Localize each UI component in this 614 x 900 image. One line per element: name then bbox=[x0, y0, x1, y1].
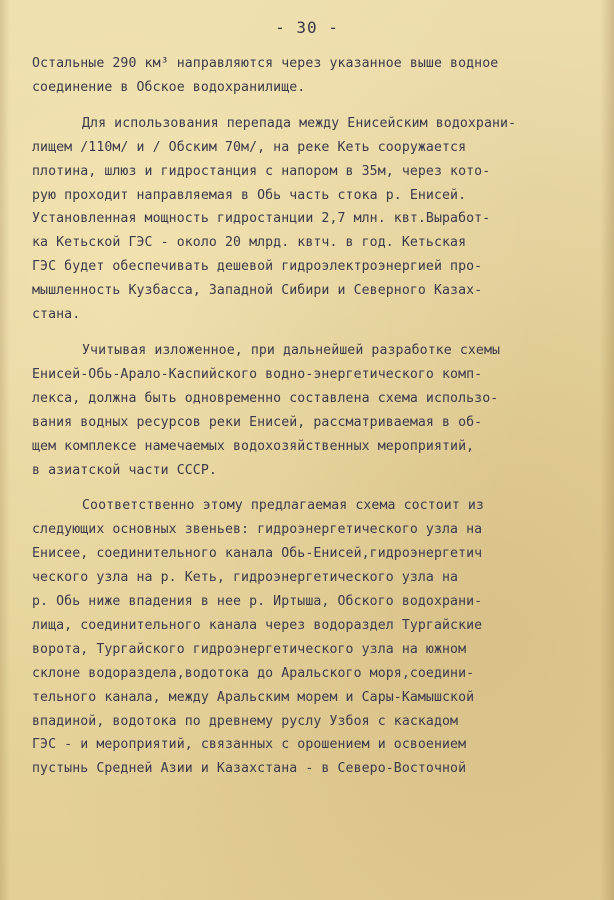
text-line: тельного канала, между Аральским морем и Сары-Камышской bbox=[32, 689, 475, 705]
text-line: пустынь Средней Азии и Казахстана - в Северо-Восточной bbox=[32, 761, 467, 777]
paragraph bbox=[32, 52, 592, 100]
text-line: ГЭС - и мероприятий, связанных с орошением и освоением bbox=[32, 737, 467, 753]
text-line: лищем /110м/ и / Обским 70м/, на реке Кеть сооружается bbox=[32, 139, 467, 155]
document-body bbox=[32, 52, 592, 781]
paragraph bbox=[32, 112, 592, 327]
text-line: р. Обь ниже впадения в нее р. Иртыша, Обского водохрани- bbox=[32, 594, 483, 610]
text-line: щем комплексе намечаемых водохозяйственных мероприятий, bbox=[32, 438, 475, 454]
text-line: плотина, шлюз и гидростанция с напором в 35м, через кото- bbox=[32, 163, 491, 179]
text-line: соединение в Обское водохранилище. bbox=[32, 79, 306, 95]
text-line: лекса, должна быть одновременно составлена схема использо- bbox=[32, 390, 499, 406]
page-edge-shadow-left bbox=[0, 0, 10, 900]
text-line: Енисей-Обь-Арало-Каспийского водно-энергетического комп- bbox=[32, 366, 483, 382]
text-line: в азиатской части СССР. bbox=[32, 462, 217, 478]
text-line: ческого узла на р. Кеть, гидроэнергетического узла на bbox=[32, 570, 459, 586]
paragraph bbox=[32, 339, 592, 482]
text-line: склоне водораздела,водотока до Аральского моря,соедини- bbox=[32, 665, 475, 681]
text-line: Учитывая изложенное, при дальнейшей разработке схемы bbox=[82, 342, 501, 358]
text-line: Остальные 290 км³ направляются через указанное выше водное bbox=[32, 56, 499, 71]
page-edge-shadow-right bbox=[600, 0, 614, 900]
text-line: Соответственно этому предлагаемая схема состоит из bbox=[82, 498, 484, 514]
text-line: Установленная мощность гидростанции 2,7 млн. квт.Выработ- bbox=[32, 211, 491, 227]
page-number: - 30 - bbox=[275, 18, 339, 37]
text-line: рую проходит направляемая в Обь часть стока р. Енисей. bbox=[32, 187, 467, 203]
text-line: ка Кетьской ГЭС - около 20 млрд. квтч. в год. Кетьская bbox=[32, 235, 467, 251]
text-line: мышленность Кузбасса, Западной Сибири и Северного Казах- bbox=[32, 283, 483, 299]
text-line: ворота, Тургайского гидроэнергетического узла на южном bbox=[32, 641, 467, 657]
text-line: лища, соединительного канала через водораздел Тургайские bbox=[32, 617, 483, 633]
text-line: Енисее, соединительного канала Обь-Енисей,гидроэнергетич bbox=[32, 546, 483, 562]
text-line: стана. bbox=[32, 307, 81, 323]
paragraph bbox=[32, 494, 592, 781]
text-line: Для использования перепада между Енисейским водохрани- bbox=[82, 115, 517, 131]
text-line: вания водных ресурсов реки Енисей, рассматриваемая в об- bbox=[32, 414, 483, 430]
text-line: впадиной, водотока по древнему руслу Узбоя с каскадом bbox=[32, 713, 459, 729]
text-line: ГЭС будет обеспечивать дешевой гидроэлектроэнергией про- bbox=[32, 259, 483, 275]
text-line: следующих основных звеньев: гидроэнергетического узла на bbox=[32, 522, 483, 538]
